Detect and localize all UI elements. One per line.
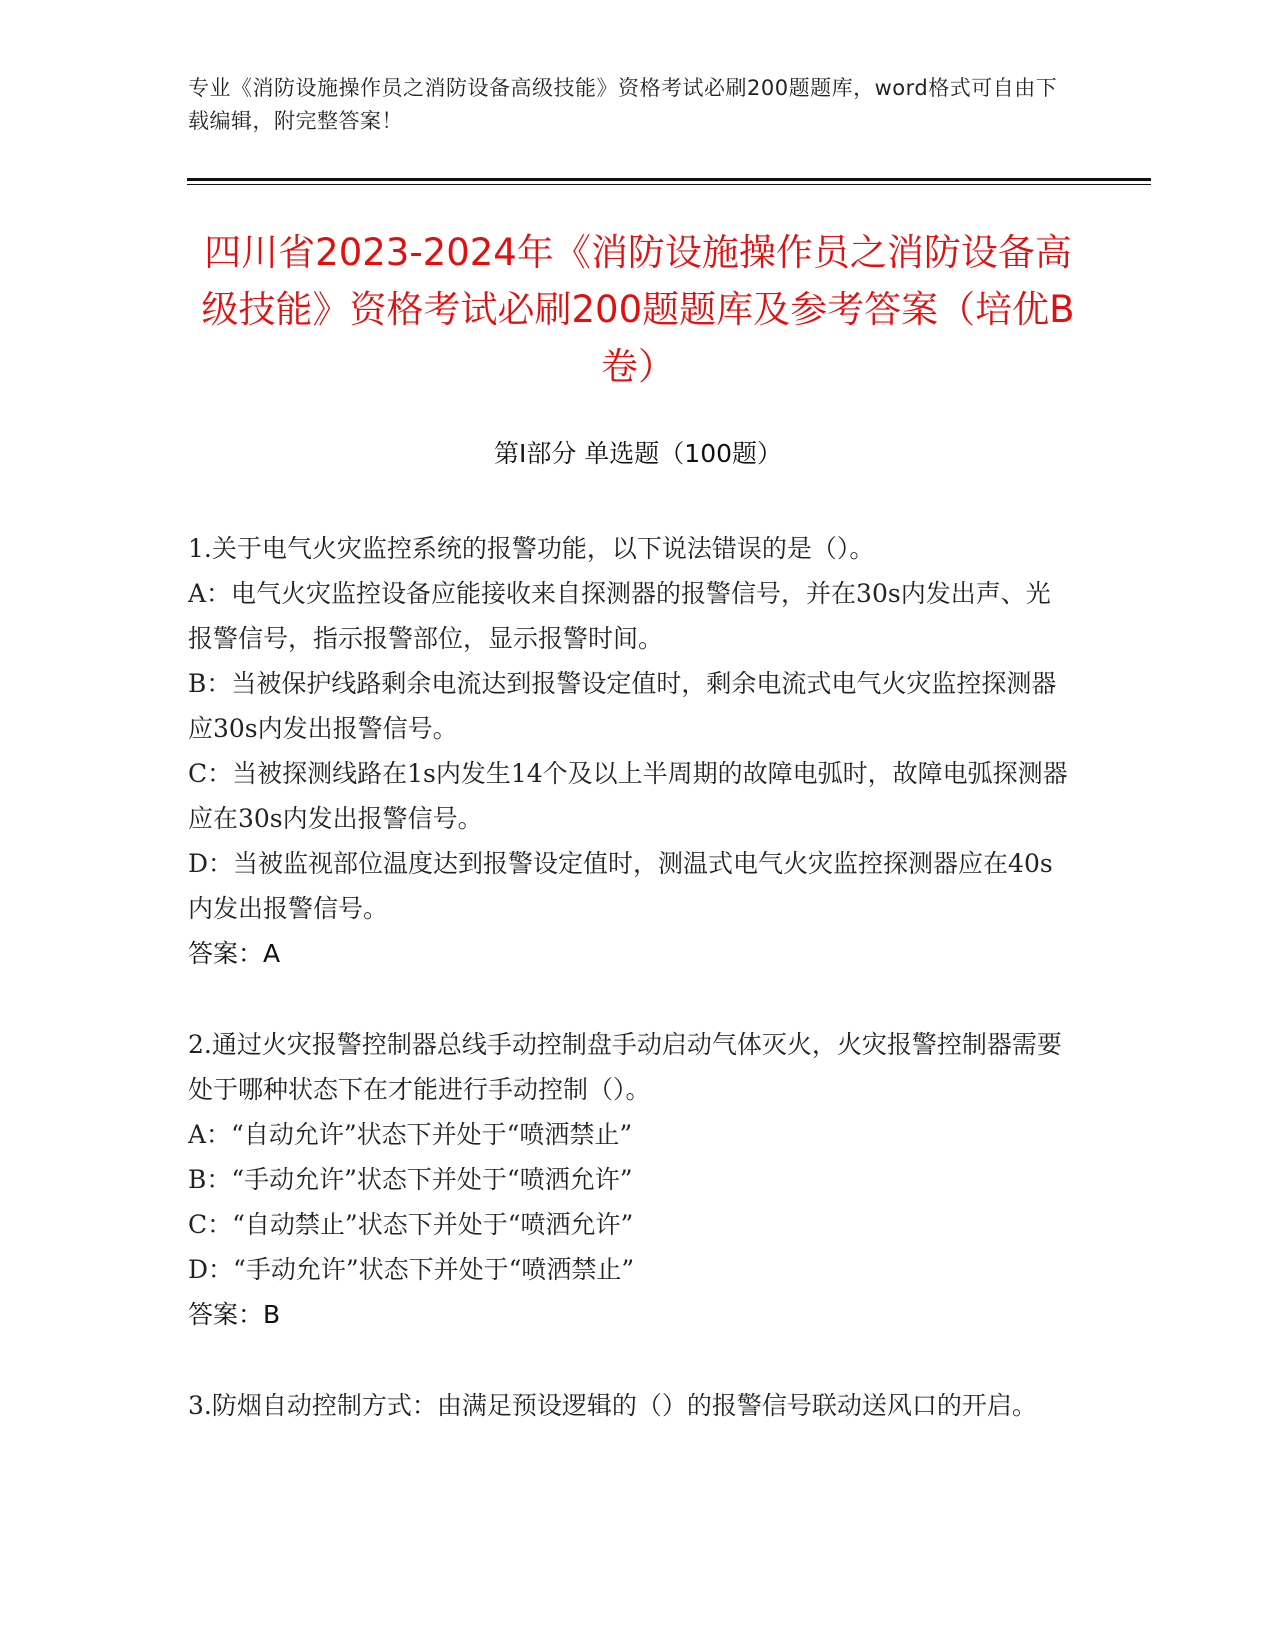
header-divider-thin — [187, 184, 1151, 185]
question-3 — [188, 1383, 1068, 1428]
option-a: A：“自动允许”状态下并处于“喷洒禁止” — [188, 1120, 633, 1149]
answer-line: 答案：A — [188, 939, 281, 968]
question-stem: 1.关于电气火灾监控系统的报警功能，以下说法错误的是（）。 — [188, 534, 875, 563]
question-1 — [188, 526, 1068, 976]
question-2 — [188, 1022, 1068, 1337]
option-b: B：“手动允许”状态下并处于“喷洒允许” — [188, 1165, 633, 1194]
option-d: D：“手动允许”状态下并处于“喷洒禁止” — [188, 1255, 635, 1284]
section-heading: 第Ⅰ部分 单选题（100题） — [493, 439, 783, 468]
option-c: C：“自动禁止”状态下并处于“喷洒允许” — [188, 1210, 634, 1239]
question-stem: 2.通过火灾报警控制器总线手动控制盘手动启动气体灭火，火灾报警控制器需要处于哪种状态下在才能进行手动控制（）。 — [188, 1030, 1062, 1104]
question-list — [188, 526, 1068, 1474]
header-note: 专业《消防设施操作员之消防设备高级技能》资格考试必刷200题题库，word格式可自由下载编辑，附完整答案！ — [188, 76, 1058, 133]
question-stem: 3.防烟自动控制方式：由满足预设逻辑的（）的报警信号联动送风口的开启。 — [188, 1391, 1037, 1420]
option-a: A：电气火灾监控设备应能接收来自探测器的报警信号，并在30s内发出声、光报警信号，指示报警部位，显示报警时间。 — [188, 579, 1051, 653]
option-d: D：当被监视部位温度达到报警设定值时，测温式电气火灾监控探测器应在40s内发出报警信号。 — [188, 849, 1053, 923]
document-title: 四川省2023-2024年《消防设施操作员之消防设备高级技能》资格考试必刷200题题库及参考答案（培优B卷） — [201, 231, 1075, 388]
option-b: B：当被保护线路剩余电流达到报警设定值时，剩余电流式电气火灾监控探测器应30s内发出报警信号。 — [188, 669, 1057, 743]
header-divider-thick — [187, 178, 1151, 181]
answer-line: 答案：B — [188, 1300, 281, 1329]
option-c: C：当被探测线路在1s内发生14个及以上半周期的故障电弧时，故障电弧探测器应在30s内发出报警信号。 — [188, 759, 1068, 833]
